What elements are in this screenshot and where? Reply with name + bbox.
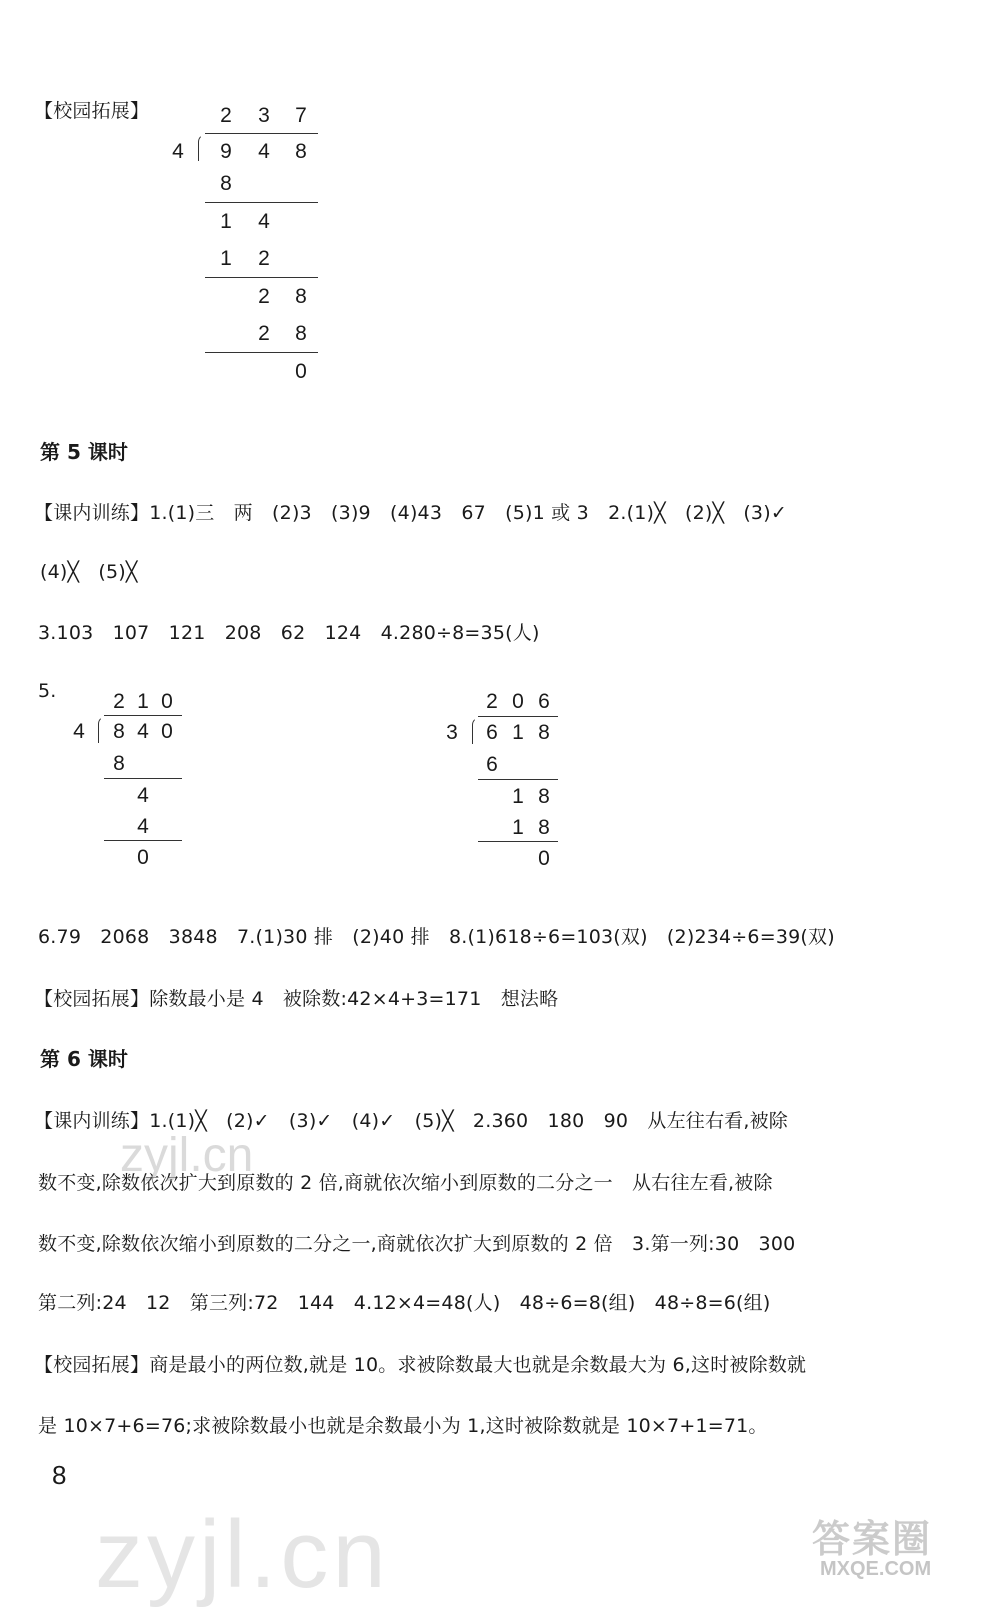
lesson-5-title: 第 5 课时 [40, 440, 128, 464]
quotient-digit: 2 [486, 690, 498, 713]
step-line [478, 841, 558, 842]
step-digit: 6 [486, 753, 498, 776]
watermark-text: zyjl.cn [120, 1129, 254, 1182]
step-digit: 1 [220, 247, 232, 270]
quotient-digit: 6 [538, 690, 550, 713]
quotient-digit: 3 [258, 104, 270, 127]
watermark-text: zyjl.cn [95, 1501, 390, 1608]
step-digit: 8 [220, 172, 232, 195]
step-digit: 2 [258, 247, 270, 270]
lesson-5-answer-line: 6.79 2068 3848 7.(1)30 排 (2)40 排 8.(1)618÷6=103(双) (2)234÷6=39(双) [38, 926, 835, 948]
question-5-label: 5. [38, 680, 57, 702]
watermark-logo: 答案圈 [812, 1519, 933, 1561]
dividend-digit: 6 [486, 721, 498, 744]
lesson-6-answer-line: 【课内训练】1.(1)╳ (2)✓ (3)✓ (4)✓ (5)╳ 2.360 180 90 从左往右看,被除 [34, 1110, 789, 1132]
step-digit: 4 [258, 210, 270, 233]
step-line [104, 778, 182, 779]
quotient-digit: 2 [220, 104, 232, 127]
divisor: 3 [446, 721, 458, 744]
quotient-digit: 7 [295, 104, 307, 127]
step-digit: 8 [295, 322, 307, 345]
dividend-digit: 1 [512, 721, 524, 744]
step-line [104, 840, 182, 841]
lesson-6-answer-line: 是 10×7+6=76;求被除数最小也就是余数最小为 1,这时被除数就是 10×7+1=71。 [38, 1415, 768, 1437]
step-line [478, 779, 558, 780]
division-bracket [198, 134, 209, 161]
step-line [205, 277, 318, 278]
quotient-digit: 1 [137, 690, 149, 713]
lesson-6-answer-line: 第二列:24 12 第三列:72 144 4.12×4=48(人) 48÷6=8(组) 48÷8=6(组) [38, 1292, 771, 1314]
lesson-6-title: 第 6 课时 [40, 1047, 128, 1071]
divisor: 4 [73, 720, 85, 743]
lesson-6-campus-extension: 【校园拓展】商是最小的两位数,就是 10。求被除数最大也就是余数最大为 6,这时被除数就 [34, 1354, 807, 1376]
step-line [205, 202, 318, 203]
step-digit: 8 [538, 785, 550, 808]
lesson-5-answer-line: 【课内训练】1.(1)三 两 (2)3 (3)9 (4)43 67 (5)1 或 3 2.(1)╳ (2)╳ (3)✓ [34, 502, 787, 524]
lesson-5-answer-line: (4)╳ (5)╳ [40, 561, 138, 583]
lesson-6-answer-line: 数不变,除数依次缩小到原数的二分之一,商就依次扩大到原数的 2 倍 3.第一列:30 300 [38, 1233, 796, 1255]
step-digit: 1 [512, 816, 524, 839]
step-digit: 2 [258, 322, 270, 345]
dividend-digit: 8 [538, 721, 550, 744]
dividend-digit: 0 [161, 720, 173, 743]
watermark-url: MXQE.COM [820, 1558, 932, 1580]
division-bar [104, 715, 182, 716]
section-tag-campus-extension: 【校园拓展】 [34, 100, 150, 122]
division-bar [205, 133, 318, 134]
step-digit: 4 [137, 815, 149, 838]
lesson-5-campus-extension: 【校园拓展】除数最小是 4 被除数:42×4+3=171 想法略 [34, 988, 559, 1010]
remainder-digit: 0 [295, 360, 307, 383]
step-digit: 1 [220, 210, 232, 233]
step-digit: 4 [137, 784, 149, 807]
dividend-digit: 8 [295, 140, 307, 163]
step-digit: 2 [258, 285, 270, 308]
step-digit: 8 [295, 285, 307, 308]
step-digit: 8 [113, 752, 125, 775]
division-bar [478, 716, 558, 717]
dividend-digit: 4 [258, 140, 270, 163]
divisor: 4 [172, 140, 184, 163]
dividend-digit: 9 [220, 140, 232, 163]
dividend-digit: 4 [137, 720, 149, 743]
step-digit: 1 [512, 785, 524, 808]
dividend-digit: 8 [113, 720, 125, 743]
remainder-digit: 0 [137, 846, 149, 869]
lesson-5-answer-line: 3.103 107 121 208 62 124 4.280÷8=35(人) [38, 622, 540, 644]
page-number: 8 [52, 1460, 67, 1490]
step-digit: 8 [538, 816, 550, 839]
quotient-digit: 2 [113, 690, 125, 713]
lesson-6-answer-line: 数不变,除数依次扩大到原数的 2 倍,商就依次缩小到原数的二分之一 从右往左看,被除 [38, 1172, 773, 1194]
quotient-digit: 0 [161, 690, 173, 713]
remainder-digit: 0 [538, 847, 550, 870]
step-line [205, 352, 318, 353]
quotient-digit: 0 [512, 690, 524, 713]
